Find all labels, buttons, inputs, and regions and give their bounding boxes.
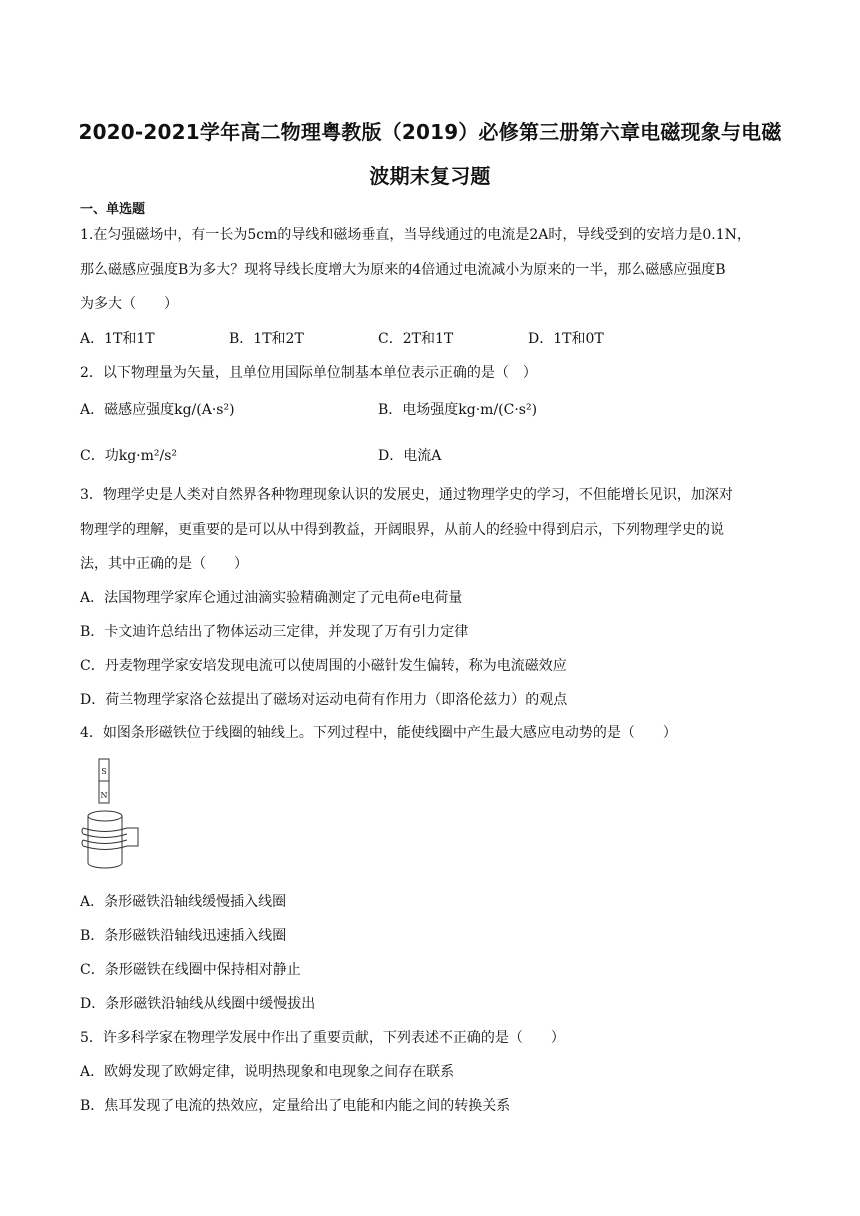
doc-title-line2: 波期末复习题 — [369, 164, 491, 188]
q3-option-c: C．丹麦物理学家安培发现电流可以使周围的小磁针发生偏转，称为电流磁效应 — [80, 658, 567, 674]
q1-line1: 1.在匀强磁场中，有一长为5cm的导线和磁场垂直，当导线通过的电流是2A时，导线受到的安培力是0.1N， — [80, 227, 751, 243]
q2-option-c: C．功kg·m²/s² — [80, 448, 178, 464]
q4-option-c: C．条形磁铁在线圈中保持相对静止 — [80, 962, 301, 978]
q3-option-d: D．荷兰物理学家洛仑兹提出了磁场对运动电荷有作用力（即洛伦兹力）的观点 — [80, 692, 568, 708]
q2-option-a: A．磁感应强度kg/(A·s²) — [80, 402, 235, 418]
coil-icon — [82, 811, 138, 868]
q3-line3: 法，其中正确的是（ ） — [80, 556, 248, 572]
q1-option-a: A．1T和1T — [80, 331, 155, 347]
q1-option-d: D．1T和0T — [528, 331, 604, 347]
q2-stem: 2．以下物理量为矢量，且单位用国际单位制基本单位表示正确的是（ ） — [80, 365, 537, 381]
q5-option-a: A．欧姆发现了欧姆定律，说明热现象和电现象之间存在联系 — [80, 1064, 455, 1080]
magnet-coil-figure — [80, 757, 150, 872]
q1-line3: 为多大（ ） — [80, 296, 178, 312]
q4-option-a: A．条形磁铁沿轴线缓慢插入线圈 — [80, 894, 287, 910]
q4-stem: 4．如图条形磁铁位于线圈的轴线上。下列过程中，能使线圈中产生最大感应电动势的是（ ） — [80, 725, 677, 741]
q3-line2: 物理学的理解，更重要的是可以从中得到教益，开阔眼界，从前人的经验中得到启示，下列物理学史的说 — [80, 522, 724, 538]
q4-option-d: D．条形磁铁沿轴线从线圈中缓慢拔出 — [80, 996, 316, 1012]
q3-option-b: B．卡文迪许总结出了物体运动三定律，并发现了万有引力定律 — [80, 624, 469, 640]
doc-title-line1: 2020-2021学年高二物理粤教版（2019）必修第三册第六章电磁现象与电磁 — [78, 120, 782, 144]
q1-line2: 那么磁感应强度B为多大？现将导线长度增大为原来的4倍通过电流减小为原来的一半，那么磁感应强度B — [80, 262, 726, 278]
q1-option-c: C．2T和1T — [378, 331, 454, 347]
q5-stem: 5．许多科学家在物理学发展中作出了重要贡献，下列表述不正确的是（ ） — [80, 1030, 565, 1046]
q3-line1: 3．物理学史是人类对自然界各种物理现象认识的发展史，通过物理学史的学习，不但能增长见识，加深对 — [80, 487, 733, 503]
q2-option-d: D．电流A — [378, 448, 442, 464]
q4-option-b: B．条形磁铁沿轴线迅速插入线圈 — [80, 928, 287, 944]
q5-option-b: B．焦耳发现了电流的热效应，定量给出了电能和内能之间的转换关系 — [80, 1098, 511, 1114]
section-heading: 一、单选题 — [80, 202, 146, 217]
magnet-n-label: N — [100, 791, 108, 800]
magnet-s-label: S — [101, 767, 107, 776]
q3-option-a: A．法国物理学家库仑通过油滴实验精确测定了元电荷e电荷量 — [80, 590, 463, 606]
q2-option-b: B．电场强度kg·m/(C·s²) — [378, 402, 538, 418]
q1-option-b: B．1T和2T — [229, 331, 304, 347]
